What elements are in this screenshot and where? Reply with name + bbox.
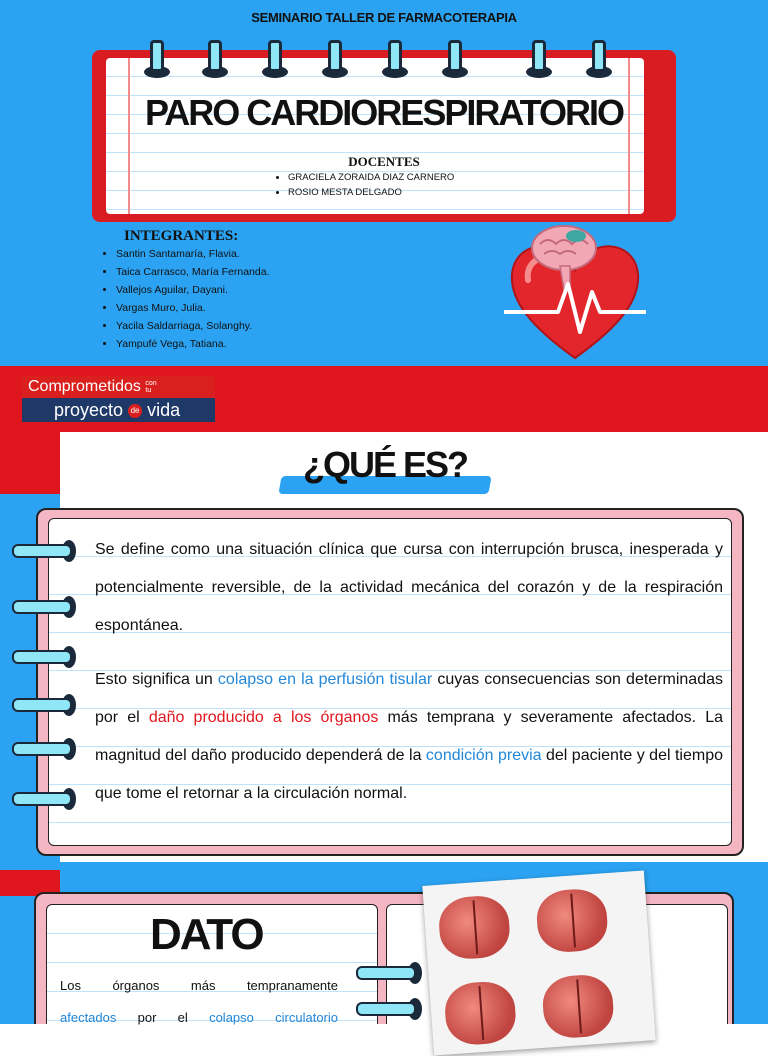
- dato-highlight-affected: afectados: [60, 1010, 117, 1025]
- page-title: PARO CARDIORESPIRATORIO: [144, 92, 624, 133]
- seminar-header: SEMINARIO TALLER DE FARMACOTERAPIA: [251, 10, 517, 25]
- docente-item: • GRACIELA ZORAIDA DIAZ CARNERO: [288, 172, 454, 183]
- integrantes-list: [104, 248, 269, 356]
- ring: [356, 966, 416, 980]
- brain-icon: [532, 226, 596, 270]
- dato-text-c: por el: [116, 1010, 210, 1025]
- logo-top: [22, 376, 215, 398]
- logo-bottom-b: vida: [147, 400, 181, 420]
- ring: [208, 40, 222, 72]
- heart-brain-illustration: [500, 222, 650, 362]
- section-title: ¿QUÉ ES?: [302, 444, 468, 485]
- brain-blue-spot: [566, 230, 586, 242]
- dato-highlight-collapse: colapso circulatorio: [209, 1010, 339, 1025]
- p2-highlight-organ-damage: daño producido a los órganos: [148, 709, 379, 726]
- p2-text-g: del paciente y del tiempo que tome el retornar a la circulación normal.: [95, 747, 723, 802]
- dato-text: [60, 970, 338, 1034]
- integrante-item: • Vallejos Aguilar, Dayani.: [116, 284, 269, 296]
- ring: [12, 698, 72, 712]
- dato-title: DATO: [150, 910, 263, 959]
- definition-paragraph-1: Se define como una situación clínica que cursa con interrupción brusca, inesperada y potencialmente reversible, de la actividad mecánica del corazón y de la respiración espontánea.: [95, 541, 723, 634]
- brain-image-1: [437, 894, 511, 961]
- logo-top-text: Comprometidos: [28, 378, 141, 395]
- logo-bottom: [22, 398, 215, 422]
- ring: [12, 544, 72, 558]
- ring: [12, 792, 72, 806]
- integrante-item: • Taica Carrasco, María Fernanda.: [116, 266, 269, 278]
- dato-line-2: [60, 1002, 338, 1034]
- dato-line-1: Los órganos más tempranamente: [60, 978, 338, 993]
- integrante-item: • Yampufé Vega, Tatiana.: [116, 338, 269, 350]
- docentes-list: [276, 172, 454, 202]
- p2-text-a: Esto significa un: [95, 671, 218, 688]
- brain-image-2: [535, 887, 609, 954]
- brand-logo: [22, 376, 215, 422]
- definition-paragraph-2: [95, 661, 723, 813]
- ring: [448, 40, 462, 72]
- p2-text-e: más temprana y severamente afectados. La magnitud del daño producido dependerá de la: [95, 709, 724, 764]
- docente-item: • ROSIO MESTA DELGADO: [288, 187, 454, 198]
- ring: [12, 600, 72, 614]
- p2-highlight-condition: condición previa: [425, 747, 542, 764]
- ring: [12, 742, 72, 756]
- slide-cover: [0, 0, 768, 366]
- definition-text: [95, 531, 723, 829]
- ring: [592, 40, 606, 72]
- docentes-title: DOCENTES: [348, 154, 420, 169]
- definition-paper: [48, 518, 732, 846]
- integrantes-title: INTEGRANTES:: [124, 228, 239, 244]
- brain-image-3: [443, 980, 517, 1047]
- logo-top-small: con tu: [145, 379, 157, 394]
- logo-bottom-a: proyecto: [54, 400, 124, 420]
- p2-highlight-perfusion: colapso en la perfusión tisular: [217, 671, 433, 688]
- integrante-item: • Yacila Saldarriaga, Solanghy.: [116, 320, 269, 332]
- notebook-margin-left: [128, 58, 130, 214]
- integrante-item: • Santin Santamaría, Flavia.: [116, 248, 269, 260]
- ring: [12, 650, 72, 664]
- brain-image-4: [541, 973, 615, 1040]
- ring: [388, 40, 402, 72]
- ring: [328, 40, 342, 72]
- ring: [268, 40, 282, 72]
- ring: [150, 40, 164, 72]
- ring: [356, 1002, 416, 1016]
- logo-bottom-de: de: [128, 404, 142, 418]
- brain-photo: [422, 870, 655, 1055]
- definition-card: [36, 508, 744, 856]
- slide2-red-corner: [0, 432, 60, 494]
- p2-text-c: cuyas consecuencias son determinadas por el: [95, 671, 723, 726]
- integrante-item: • Vargas Muro, Julia.: [116, 302, 269, 314]
- slide-definition: [0, 432, 768, 862]
- notebook-margin-right: [628, 58, 630, 214]
- ring: [532, 40, 546, 72]
